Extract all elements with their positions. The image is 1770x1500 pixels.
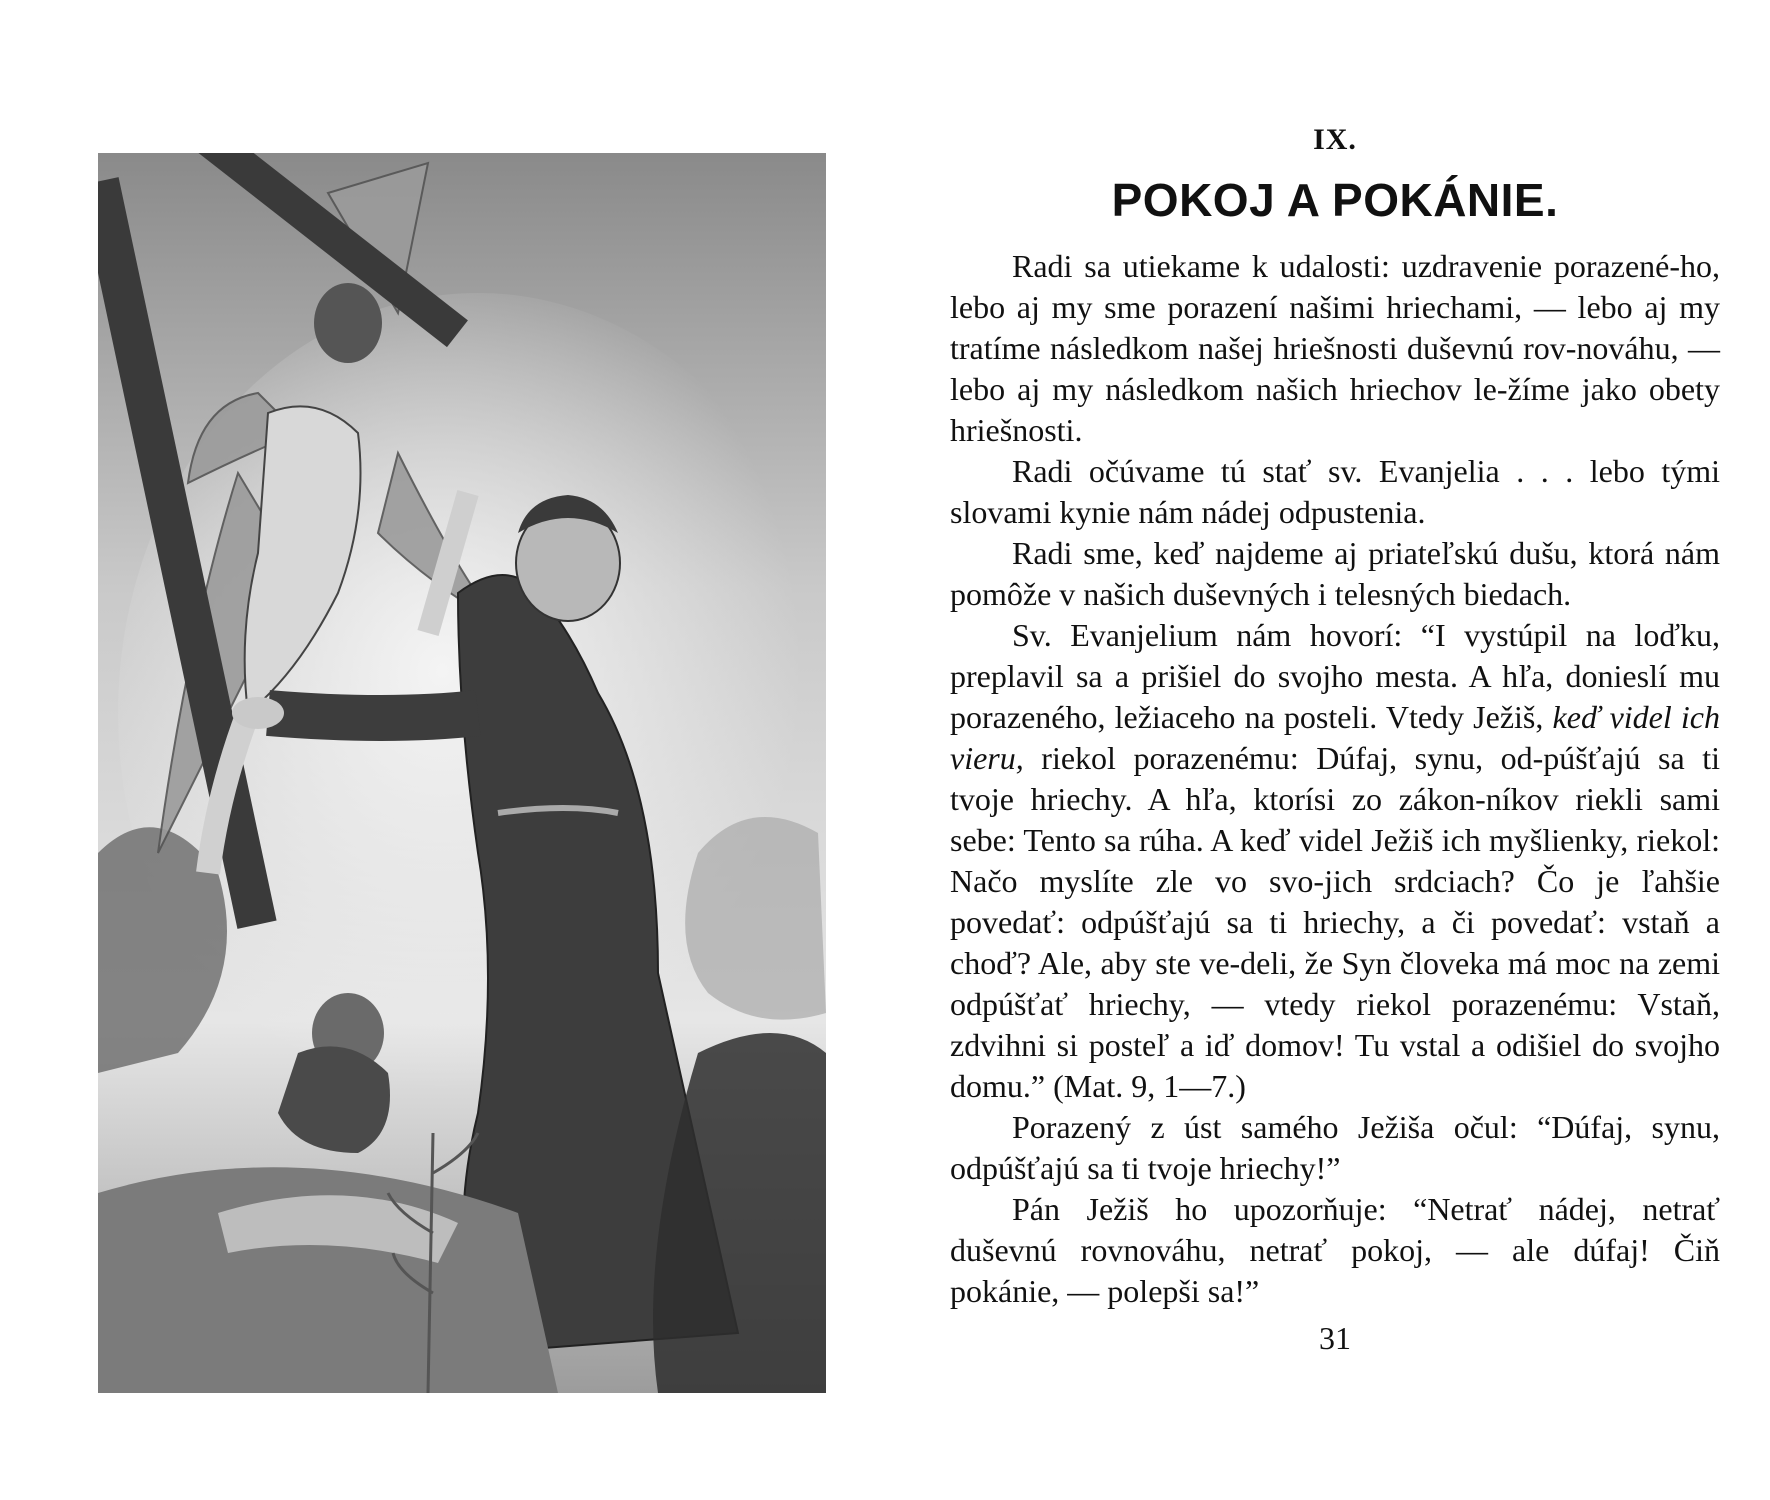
- chapter-title: POKOJ A POKÁNIE.: [1111, 174, 1559, 226]
- st-francis-stigmata-engraving-icon: [98, 153, 826, 1393]
- paragraph-text: Radi sa utiekame k udalosti: uzdravenie porazené-ho, lebo aj my sme porazení našimi hriechami, — lebo aj my tratíme následkom našej hriešnosti duševnú rov-nováhu, — lebo aj my následkom našich hriechov le-žíme jako obety hriešnosti.: [950, 248, 1720, 448]
- paragraph-text: riekol porazenému: Dúfaj, synu, od-púšťajú sa ti tvoje hriechy. A hľa, ktorísi zo zákon-níkov riekli sami sebe: Tento sa rúha. A keď videl Ježiš ich myšlienky, riekol: Načo myslíte zle vo svo-jich srdciach? Čo je ľahšie povedať: odpúšťajú sa ti hriechy, a či povedať: vstaň a choď? Ale, aby ste ve-deli, že Syn človeka má moc na zemi odpúšťať hriechy, — vtedy riekol porazenému: Vstaň, zdvihni si posteľ a iď domov! Tu vstal a odišiel do svojho domu.” (Mat. 9, 1—7.): [950, 740, 1720, 1104]
- paragraph-text: Radi očúvame tú stať sv. Evanjelia . . . lebo tými slovami kynie nám nádej odpustenia.: [950, 453, 1720, 530]
- body-text: [950, 246, 1720, 1312]
- paragraph: [950, 615, 1720, 1107]
- text-page: [950, 120, 1720, 1357]
- illustration: [98, 153, 826, 1393]
- paragraph: [950, 451, 1720, 533]
- chapter-number: IX.: [1313, 123, 1357, 156]
- italic-quote: keď videl ich vieru,: [950, 699, 1721, 776]
- paragraph: [950, 246, 1720, 451]
- paragraph: [950, 533, 1720, 615]
- paragraph-text: Sv. Evanjelium nám hovorí: “I vystúpil na loďku, preplavil sa a prišiel do svojho mesta. A hľa, donieslí mu porazeného, ležiaceho na posteli. Vtedy Ježiš,: [950, 617, 1720, 735]
- paragraph-text: Porazený z úst samého Ježiša očul: “Dúfaj, synu, odpúšťajú sa ti tvoje hriechy!”: [950, 1109, 1720, 1186]
- paragraph-text: Pán Ježiš ho upozorňuje: “Netrať nádej, netrať duševnú rovnováhu, netrať pokoj, — ale dúfaj! Čiň pokánie, — polepši sa!”: [950, 1191, 1720, 1309]
- paragraph-text: Radi sme, keď najdeme aj priateľskú dušu, ktorá nám pomôže v našich duševných i telesných biedach.: [950, 535, 1720, 612]
- paragraph: [950, 1189, 1720, 1312]
- paragraph: [950, 1107, 1720, 1189]
- page-number: 31: [1319, 1320, 1351, 1356]
